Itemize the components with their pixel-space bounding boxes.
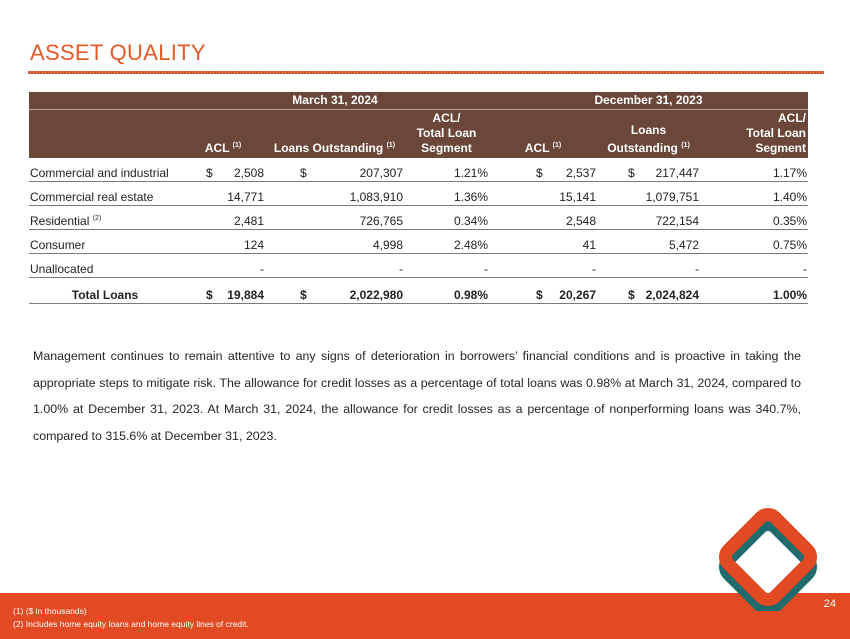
total-loans-march: $ 2,022,980 (265, 278, 404, 304)
col-acl-march: ACL $^{(1)}$ (181, 110, 265, 159)
cell-ratio-december: 1.40% (700, 182, 808, 206)
row-label: Commercial real estate (29, 182, 181, 206)
total-acl-december: $ 20,267 (489, 278, 597, 304)
total-row (29, 278, 808, 304)
cell-loans-march: 4,998 (265, 230, 404, 254)
cell-loans-december: - (597, 254, 700, 278)
total-loans-december: $ 2,024,824 (597, 278, 700, 304)
cell-loans-march: $ 207,307 (265, 158, 404, 182)
col-loans-march: Loans Outstanding $^{(1)}$ (265, 110, 404, 159)
row-label: Consumer (29, 230, 181, 254)
page-number: 24 (823, 598, 836, 610)
cell-acl-march: - (181, 254, 265, 278)
col-acl-december: ACL $^{(1)}$ (489, 110, 597, 159)
cell-loans-march: 1,083,910 (265, 182, 404, 206)
cell-ratio-march: 1.36% (404, 182, 489, 206)
footnote-1: (1) ($ in thousands) (13, 606, 87, 616)
cell-loans-march: 726,765 (265, 206, 404, 230)
period-header-blank (29, 92, 181, 110)
title-divider (28, 71, 824, 74)
total-label: Total Loans (29, 278, 181, 304)
cell-loans-december: $ 217,447 (597, 158, 700, 182)
column-header-row (29, 110, 808, 159)
cell-acl-december: $ 2,537 (489, 158, 597, 182)
col-ratio-march: ACL/ Total Loan Segment (404, 110, 489, 159)
footnote-ref: (2) (92, 215, 102, 222)
row-label: Commercial and industrial (29, 158, 181, 182)
table-row (29, 206, 808, 230)
total-ratio-march: 0.98% (404, 278, 489, 304)
cell-loans-december: 5,472 (597, 230, 700, 254)
table-row (29, 230, 808, 254)
cell-ratio-december: 0.35% (700, 206, 808, 230)
cell-acl-december: - (489, 254, 597, 278)
asset-quality-table (29, 92, 808, 304)
row-label: Unallocated (29, 254, 181, 278)
cell-loans-march: - (265, 254, 404, 278)
cell-acl-march: $ 2,508 (181, 158, 265, 182)
period-header-row (29, 92, 808, 110)
total-acl-march: $ 19,884 (181, 278, 265, 304)
table-row (29, 158, 808, 182)
cell-loans-december: 1,079,751 (597, 182, 700, 206)
period-december-2023: December 31, 2023 (489, 92, 808, 110)
col-ratio-december: ACL/ Total Loan Segment (700, 110, 808, 159)
footnote-2: (2) Includes home equity loans and home equity lines of credit. (13, 619, 249, 629)
period-march-2024: March 31, 2024 (181, 92, 489, 110)
cell-ratio-december: 0.75% (700, 230, 808, 254)
cell-acl-december: 15,141 (489, 182, 597, 206)
commentary-paragraph: Management continues to remain attentive to any signs of deterioration in borrowers’ financial conditions and is proactive in taking the appropriate steps to mitigate risk. The allowance for credit losses as a percentage of total loans was 0.98% at March 31, 2024, compared to 1.00% at December 31, 2023. At March 31, 2024, the allowance for credit losses as a percentage of nonperforming loans was 340.7%, compared to 315.6% at December 31, 2023. (33, 349, 801, 443)
cell-acl-march: 14,771 (181, 182, 265, 206)
cell-ratio-march: 0.34% (404, 206, 489, 230)
column-header-blank (29, 110, 181, 159)
table-row (29, 182, 808, 206)
table-row (29, 254, 808, 278)
cell-ratio-march: - (404, 254, 489, 278)
cell-ratio-march: 1.21% (404, 158, 489, 182)
col-loans-december: Loans Outstanding $^{(1)}$ (597, 110, 700, 159)
company-logo-icon (712, 507, 824, 611)
cell-acl-march: 124 (181, 230, 265, 254)
cell-ratio-march: 2.48% (404, 230, 489, 254)
page-title: ASSET QUALITY (30, 40, 206, 65)
cell-acl-december: 2,548 (489, 206, 597, 230)
cell-ratio-december: 1.17% (700, 158, 808, 182)
row-label: Residential $^{(2)}$ (29, 206, 181, 230)
cell-loans-december: 722,154 (597, 206, 700, 230)
cell-acl-march: 2,481 (181, 206, 265, 230)
total-ratio-december: 1.00% (700, 278, 808, 304)
cell-ratio-december: - (700, 254, 808, 278)
cell-acl-december: 41 (489, 230, 597, 254)
